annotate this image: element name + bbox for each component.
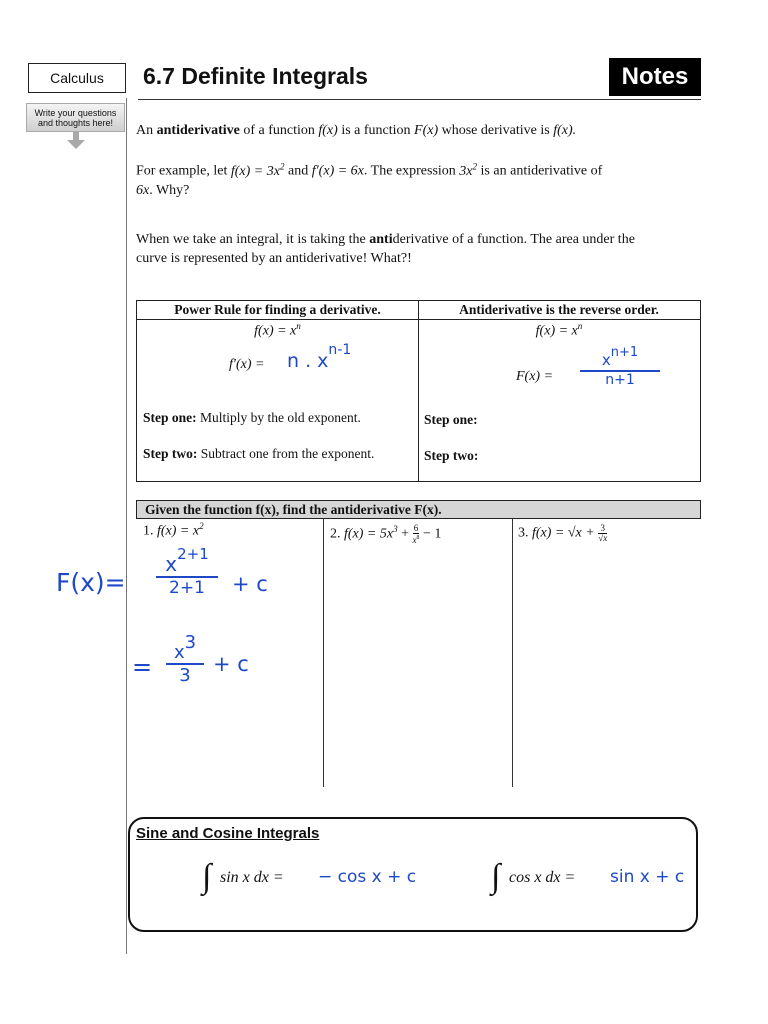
trig-title: Sine and Cosine Integrals: [136, 825, 320, 842]
text-span: . The expression: [363, 163, 456, 179]
text-span: f(x) = 5x: [344, 526, 394, 542]
text-span: f′(x) =: [229, 357, 265, 372]
antiderivative-column: [418, 301, 700, 481]
handwritten-fraction-2: [166, 632, 204, 686]
text-span: of a function: [243, 123, 315, 138]
problem-2: 2. $f(x) = 5x^3$ + 6 $x^8 - 1$: [330, 523, 442, 545]
right-step-two: [424, 448, 478, 464]
step-one: [143, 410, 361, 426]
margin-tab-line2: and thoughts here!: [37, 118, 114, 128]
text-span: F(x) =: [516, 369, 554, 384]
handwritten-derivative: [287, 342, 352, 372]
text-span: n . x: [287, 350, 329, 372]
text-span: x: [165, 552, 178, 576]
text-span: n-1: [328, 342, 352, 358]
text-span: x: [601, 351, 611, 369]
fraction: 3 √x: [598, 523, 608, 543]
sin-answer: − cos x + c: [318, 867, 417, 887]
math-fprime: f′(x) = 6x: [311, 163, 364, 179]
text-span: Multiply by the old exponent.: [200, 410, 361, 425]
title-rule: [138, 99, 701, 100]
text-span: n+1: [610, 345, 639, 360]
text-span: 3x: [459, 163, 473, 179]
math-F: F(x): [414, 123, 439, 138]
text-span: f(x) = √x +: [532, 525, 595, 541]
given-header: Given the function f(x), find the antiderivative F(x).: [136, 500, 701, 519]
trig-integrals-box: [128, 817, 698, 932]
problem-divider: [512, 519, 513, 787]
text-span: whose derivative is: [441, 123, 550, 138]
handwritten-plus-c: + c: [213, 652, 249, 676]
text-span: 2.: [330, 526, 341, 542]
bold-term: anti: [369, 232, 393, 247]
margin-tab-line1: Write your questions: [34, 108, 117, 118]
margin-line: [126, 98, 127, 954]
text-span: . Why?: [149, 182, 190, 198]
math-f: f(x).: [553, 123, 577, 138]
integral-sign: ∫: [491, 858, 501, 895]
handwritten-equals: =: [132, 653, 153, 681]
text-span: Step two:: [424, 448, 479, 463]
text-span: and: [288, 163, 309, 179]
course-box: [28, 63, 126, 93]
right-column-header: Antiderivative is the reverse order.: [418, 301, 700, 320]
text-span: Subtract one from the exponent.: [200, 446, 375, 461]
antiderivative-label: [516, 369, 553, 385]
text-span: Step one:: [424, 412, 478, 427]
math-expr: 6x: [136, 182, 150, 198]
text-span: is an antiderivative of: [480, 163, 603, 179]
text-span: 1.: [143, 523, 154, 539]
integral-paragraph: [136, 230, 706, 268]
margin-notes-tab: [26, 103, 125, 132]
text-span: curve is represented by an antiderivative! What?!: [136, 251, 412, 266]
text-span: is a function: [341, 123, 411, 138]
down-arrow-icon: [67, 132, 85, 150]
example-paragraph: [136, 157, 706, 200]
text-span: 2+1: [177, 545, 209, 563]
problem-3: [518, 524, 607, 543]
sin-integral: [220, 869, 284, 887]
text-span: n+1: [580, 370, 660, 388]
handwritten-plus-c: + c: [232, 572, 268, 596]
left-column-header: Power Rule for finding a derivative.: [137, 301, 418, 320]
cos-integral: [509, 869, 575, 887]
handwritten-F-label: F(x)=: [56, 568, 126, 597]
text-span: 2+1: [156, 576, 218, 598]
text-span: f(x) = x: [254, 323, 297, 339]
text-span: Step one:: [143, 410, 197, 425]
handwritten-fraction-1: [156, 545, 218, 598]
text-span: 3: [184, 632, 197, 653]
text-span: derivative of a function. The area under the: [392, 232, 635, 247]
power-rule-table: [136, 300, 701, 482]
math-f: f(x): [318, 123, 338, 138]
text-span: 3: [166, 663, 204, 686]
bold-term: antiderivative: [156, 123, 240, 138]
handwritten-antiderivative: [580, 345, 660, 388]
text-span: f(x) = 3x: [230, 163, 280, 179]
left-function: $f(x) = x^n$: [254, 321, 301, 339]
text-span: cos x dx =: [509, 869, 576, 886]
page-title: 6.7 Definite Integrals: [143, 63, 368, 89]
problem-1: 1. $f(x) = x^2$: [143, 521, 204, 539]
text-span: An: [136, 123, 154, 138]
derivative-label: [229, 357, 264, 373]
step-two: [143, 446, 374, 462]
course-label: Calculus: [50, 70, 104, 86]
math-f-def: $f(x) = 3x^2$: [230, 161, 285, 179]
text-span: f(x) = x: [535, 323, 578, 339]
text-span: When we take an integral, it is taking the: [136, 232, 366, 247]
text-span: f(x) = x: [157, 523, 200, 539]
notes-badge-label: Notes: [621, 63, 689, 90]
definition-paragraph: [136, 121, 706, 140]
right-function: $f(x) = x^n$: [535, 321, 583, 339]
notes-badge: [609, 58, 701, 96]
text-span: x: [173, 642, 185, 663]
problem-divider: [323, 519, 324, 787]
text-span: For example, let: [136, 163, 228, 179]
text-span: Step two:: [143, 446, 198, 461]
cos-answer: sin x + c: [610, 867, 685, 887]
derivative-column: [137, 301, 419, 481]
math-expr: $3x^2$: [459, 161, 478, 179]
text-span: 3.: [518, 525, 529, 541]
text-span: sin x dx =: [220, 869, 284, 886]
right-step-one: [424, 412, 478, 428]
integral-sign: ∫: [202, 858, 212, 895]
fraction: 6 $x^8$: [412, 523, 420, 545]
